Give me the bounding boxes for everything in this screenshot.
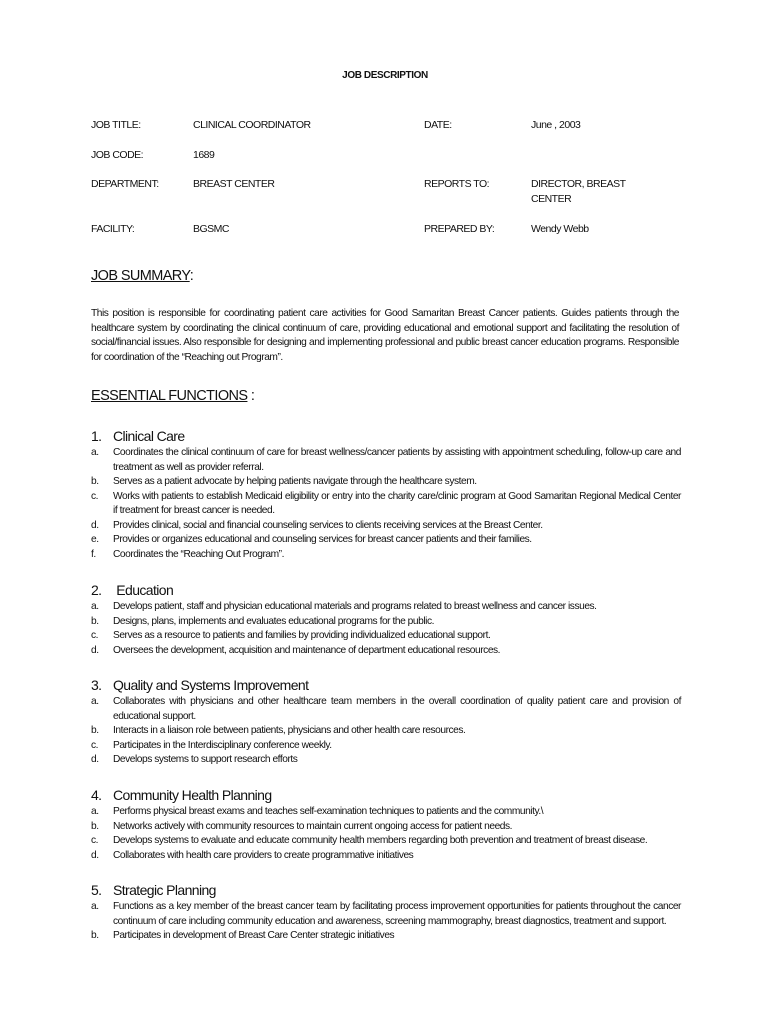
function-title-text: Community Health Planning (113, 787, 272, 803)
function-item (91, 615, 681, 630)
item-letter: c. (91, 739, 99, 751)
function-item (91, 929, 681, 944)
item-letter: b. (91, 930, 99, 941)
function-title-text: Education (113, 582, 174, 598)
item-text: Provides or organizes educational and counseling services for breast cancer patients and their families. (113, 534, 532, 545)
function-item (91, 548, 681, 563)
function-number: 5. (91, 882, 102, 898)
essential-functions-heading-colon: : (247, 388, 255, 404)
item-letter: a. (91, 447, 99, 458)
item-text: Performs physical breast exams and teaches self-examination techniques to patients and the community.\ (113, 806, 544, 817)
reports-to-label: REPORTS TO: (424, 178, 490, 190)
function-item (91, 739, 681, 754)
item-text: Oversees the development, acquisition and maintenance of department educational resources. (113, 644, 501, 656)
item-letter: b. (91, 820, 99, 832)
department-value: BREAST CENTER (193, 178, 275, 190)
function-title (91, 881, 681, 900)
function-number: 2. (91, 582, 102, 598)
function-item (91, 533, 681, 548)
item-text: Participates in the Interdisciplinary conference weekly. (113, 739, 332, 751)
item-letter: c. (91, 835, 99, 846)
item-text: Works with patients to establish Medicaid eligibility or entry into the charity care/clinic program at Good Samaritan Regional Medical Center if treatment for breast cancer is needed. (113, 490, 681, 516)
item-letter: b. (91, 615, 99, 627)
item-letter: c. (91, 630, 99, 641)
function-item (91, 753, 681, 768)
facility-label: FACILITY: (91, 223, 135, 235)
item-letter: a. (91, 696, 99, 707)
function-title (91, 581, 681, 600)
function-item (91, 834, 681, 849)
facility-value: BGSMC (193, 223, 230, 235)
item-text: Serves as a resource to patients and families by providing individualized educational support. (113, 630, 491, 641)
function-item (91, 629, 681, 644)
item-text: Functions as a key member of the breast cancer team by facilitating process improvement opportunities for patients throughout the cancer continuum of care including community education and awareness, screening mammography, breast diagnostics, treatment and support. (113, 901, 681, 927)
function-item (91, 490, 681, 519)
function-item (91, 600, 681, 615)
essential-functions-heading-text: ESSENTIAL FUNCTIONS (91, 388, 248, 404)
function-item (91, 695, 681, 724)
job-code-value: 1689 (193, 149, 215, 161)
job-code-label: JOB CODE: (91, 149, 144, 161)
item-letter: c. (91, 490, 99, 502)
item-letter: d. (91, 754, 99, 765)
prepared-by-value: Wendy Webb (531, 223, 589, 235)
job-title-label: JOB TITLE: (91, 119, 141, 131)
document-title: JOB DESCRIPTION (342, 70, 428, 81)
prepared-by-label: PREPARED BY: (424, 223, 495, 235)
item-letter: f. (91, 548, 96, 560)
reports-to-value-line1: DIRECTOR, BREAST (531, 178, 626, 190)
function-section-quality-improvement (91, 676, 681, 768)
item-text: Develops patient, staff and physician educational materials and programs related to breast wellness and cancer issues. (113, 601, 597, 612)
function-section-clinical-care (91, 427, 681, 562)
item-letter: d. (91, 519, 99, 531)
function-title (91, 427, 681, 446)
department-label: DEPARTMENT: (91, 178, 159, 190)
item-text: Designs, plans, implements and evaluates educational programs for the public. (113, 615, 434, 627)
function-title (91, 676, 681, 695)
function-title-text: Clinical Care (113, 428, 185, 444)
date-label: DATE: (424, 119, 452, 131)
item-text: Collaborates with health care providers to create programmative initiatives (113, 849, 414, 861)
function-number: 4. (91, 787, 102, 803)
item-text: Collaborates with physicians and other healthcare team members in the overall coordination of quality patient care and provision of educational support. (113, 696, 681, 722)
function-item (91, 805, 681, 820)
function-title (91, 786, 681, 805)
function-title-text: Strategic Planning (113, 882, 216, 898)
item-text: Interacts in a liaison role between patients, physicians and other health care resources. (113, 725, 466, 736)
function-item (91, 900, 681, 929)
item-text: Serves as a patient advocate by helping patients navigate through the healthcare system. (113, 476, 477, 487)
item-letter: a. (91, 901, 99, 912)
function-item (91, 724, 681, 739)
item-letter: a. (91, 806, 99, 817)
function-item (91, 820, 681, 835)
item-letter: b. (91, 725, 99, 736)
function-title-text: Quality and Systems Improvement (113, 677, 309, 693)
function-item (91, 446, 681, 475)
item-text: Participates in development of Breast Care Center strategic initiatives (113, 930, 395, 941)
function-number: 1. (91, 428, 102, 444)
reports-to-value-line2: CENTER (531, 193, 572, 205)
job-summary-text: This position is responsible for coordinating patient care activities for Good Samaritan Breast Cancer patients. Guides patients through the healthcare system by coordinating the clinical continuum of care, providing educational and emotional support and facilitating the resolution of social/financial issues. Also responsible for designing and implementing professional and public breast cancer education programs. Responsible for coordination of the “Reaching out Program”. (91, 308, 679, 363)
item-letter: a. (91, 601, 99, 612)
item-letter: d. (91, 849, 99, 861)
item-text: Coordinates the “Reaching Out Program”. (113, 548, 285, 560)
item-letter: d. (91, 644, 99, 656)
item-letter: e. (91, 534, 99, 545)
function-item (91, 519, 681, 534)
function-item (91, 475, 681, 490)
job-summary-heading (91, 268, 193, 284)
function-section-strategic-planning (91, 881, 681, 944)
function-item (91, 644, 681, 659)
job-summary-heading-text: JOB SUMMARY (91, 268, 190, 284)
item-text: Coordinates the clinical continuum of care for breast wellness/cancer patients by assisting with appointment scheduling, follow-up care and treatment as well as provider referral. (113, 447, 681, 473)
function-number: 3. (91, 677, 102, 693)
item-text: Develops systems to evaluate and educate community health members regarding both prevention and treatment of breast disease. (113, 835, 648, 846)
function-section-community-health (91, 786, 681, 863)
function-item (91, 849, 681, 864)
job-title-value: CLINICAL COORDINATOR (193, 119, 311, 131)
function-section-education (91, 581, 681, 658)
essential-functions-heading (91, 388, 254, 404)
date-value: June , 2003 (531, 119, 581, 131)
job-summary-heading-colon: : (189, 268, 194, 284)
item-text: Provides clinical, social and financial counseling services to clients receiving services at the Breast Center. (113, 519, 543, 531)
item-letter: b. (91, 476, 99, 487)
item-text: Develops systems to support research efforts (113, 754, 298, 765)
item-text: Networks actively with community resources to maintain current ongoing access for patient needs. (113, 820, 513, 832)
